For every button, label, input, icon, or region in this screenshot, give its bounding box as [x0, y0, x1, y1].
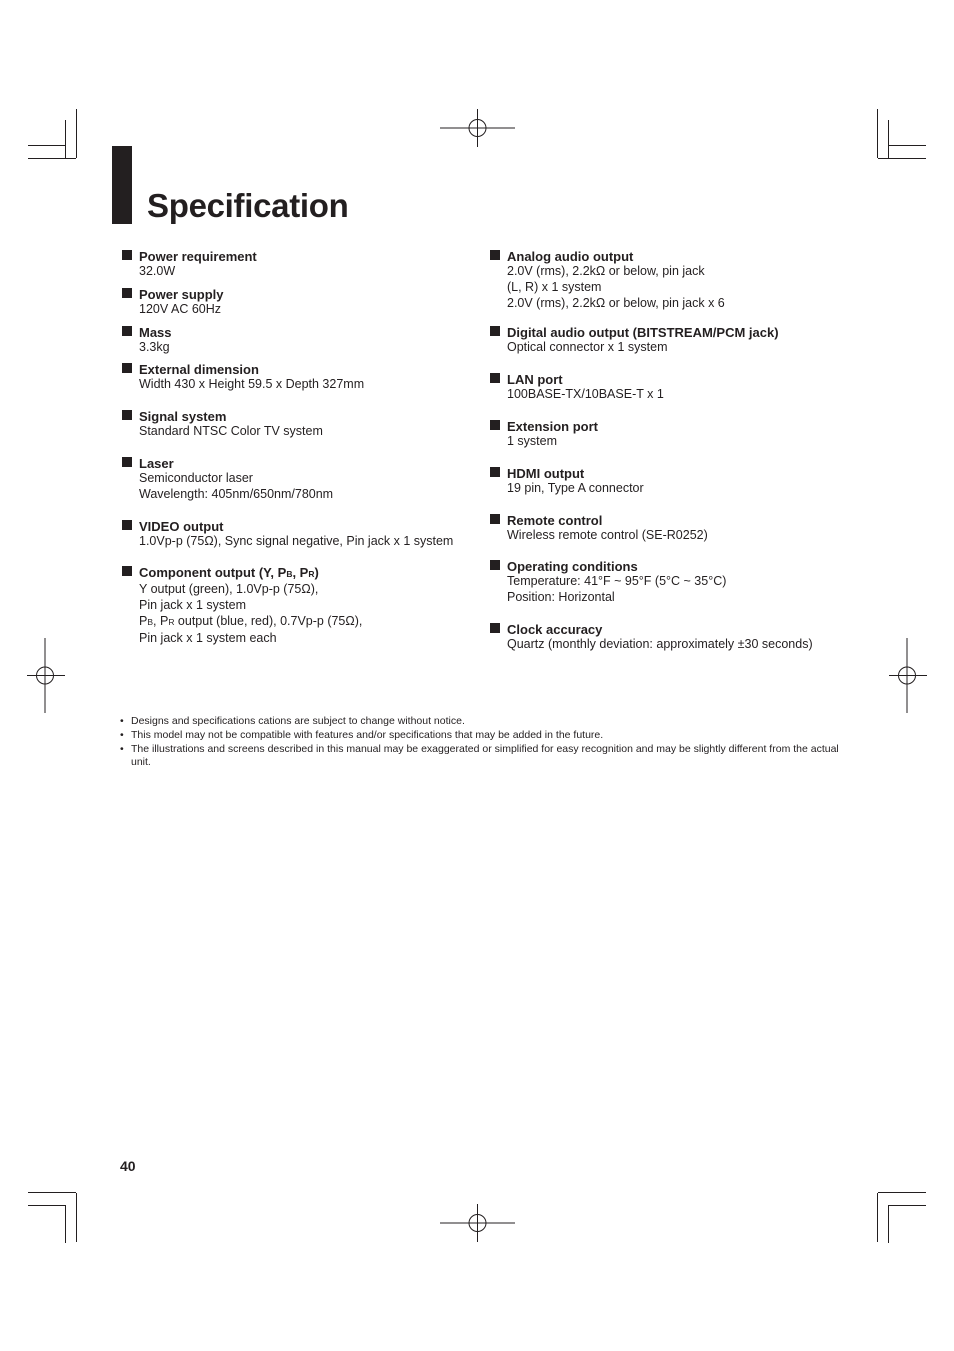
spec-label: Digital audio output (BITSTREAM/PCM jack) — [507, 325, 779, 341]
bullet-dot-icon: • — [120, 728, 124, 741]
footnote-item: • This model may not be compatible with features and/or specifications that may be added in the future. — [120, 728, 604, 741]
spec-label: Signal system — [139, 409, 227, 425]
bullet-square-icon — [122, 363, 132, 373]
spec-value: Pin jack x 1 system each — [139, 630, 277, 645]
spec-value: Standard NTSC Color TV system — [139, 424, 323, 439]
spec-video-output — [122, 519, 482, 550]
footnotes-list — [120, 715, 840, 770]
footnote-item: • The illustrations and screens described in this manual may be exaggerated or simplified for easy recognition and may be slightly different from the actual unit. — [120, 742, 839, 769]
spec-power-requirement — [122, 249, 482, 280]
spec-label: Laser — [139, 455, 174, 471]
spec-laser — [122, 456, 482, 503]
bullet-square-icon — [122, 457, 132, 467]
spec-column-right — [490, 249, 850, 653]
bullet-dot-icon: • — [120, 742, 124, 755]
spec-value: 19 pin, Type A connector — [507, 480, 644, 495]
spec-value: 1 system — [507, 433, 558, 448]
bullet-square-icon — [490, 514, 500, 524]
bullet-square-icon — [490, 560, 500, 570]
registration-mark-bottom-icon — [440, 1204, 515, 1242]
spec-label: External dimension — [139, 362, 259, 378]
spec-operating-conditions — [490, 559, 850, 606]
spec-value: Optical connector x 1 system — [507, 340, 668, 355]
spec-label: Operating conditions — [507, 559, 638, 575]
spec-signal-system — [122, 409, 482, 440]
bullet-square-icon — [490, 326, 500, 336]
spec-value: Quartz (monthly deviation: approximately ±30 seconds) — [507, 636, 813, 651]
page-number: 40 — [120, 1158, 136, 1174]
spec-value: 3.3kg — [139, 339, 170, 354]
spec-label: Extension port — [507, 418, 599, 434]
bullet-square-icon — [490, 250, 500, 260]
spec-value: 2.0V (rms), 2.2kΩ or below, pin jack — [507, 264, 705, 278]
bullet-square-icon — [122, 410, 132, 420]
bullet-square-icon — [490, 420, 500, 430]
spec-power-supply — [122, 287, 482, 318]
registration-mark-top-icon — [440, 109, 515, 147]
spec-label: Component output (Y, PB, PR) — [139, 565, 319, 581]
spec-label: LAN port — [507, 372, 563, 388]
spec-value: 2.0V (rms), 2.2kΩ or below, pin jack x 6 — [507, 295, 725, 310]
spec-label: Analog audio output — [507, 249, 634, 264]
spec-value: Semiconductor laser — [139, 470, 253, 485]
spec-remote-control — [490, 513, 850, 544]
spec-value: 120V AC 60Hz — [139, 301, 221, 316]
spec-column-left — [122, 249, 482, 647]
spec-label: Remote control — [507, 512, 603, 528]
spec-external-dimension — [122, 362, 482, 393]
spec-digital-audio-output — [490, 325, 850, 356]
spec-mass — [122, 325, 482, 356]
bullet-square-icon — [122, 288, 132, 298]
bullet-square-icon — [490, 623, 500, 633]
spec-label: Power supply — [139, 286, 224, 302]
spec-hdmi-output — [490, 466, 850, 497]
bullet-square-icon — [122, 326, 132, 336]
bullet-square-icon — [122, 520, 132, 530]
bullet-square-icon — [122, 250, 132, 260]
spec-value: Width 430 x Height 59.5 x Depth 327mm — [139, 377, 365, 392]
spec-label: Mass — [139, 324, 172, 340]
spec-value: PB, PR output (blue, red), 0.7Vp-p (75Ω), — [139, 613, 363, 628]
bullet-dot-icon: • — [120, 715, 124, 727]
spec-value: Y output (green), 1.0Vp-p (75Ω), — [139, 582, 319, 597]
registration-mark-left-icon — [27, 638, 65, 713]
spec-value: 100BASE-TX/10BASE-T x 1 — [507, 387, 664, 402]
registration-mark-right-icon — [889, 638, 927, 713]
title-accent-bar — [112, 146, 132, 224]
spec-value: Wavelength: 405nm/650nm/780nm — [139, 486, 334, 501]
spec-extension-port — [490, 419, 850, 450]
spec-value: Temperature: 41°F ~ 95°F (5°C ~ 35°C) — [507, 574, 727, 589]
spec-clock-accuracy — [490, 622, 850, 653]
spec-value: Position: Horizontal — [507, 590, 615, 605]
spec-value: 1.0Vp-p (75Ω), Sync signal negative, Pin jack x 1 system — [139, 533, 454, 548]
spec-analog-audio-output — [490, 249, 850, 311]
spec-value: (L, R) x 1 system — [507, 279, 602, 294]
spec-label: Clock accuracy — [507, 621, 603, 637]
bullet-square-icon — [490, 373, 500, 383]
spec-label: HDMI output — [507, 465, 585, 481]
spec-component-output — [122, 565, 482, 646]
spec-value: 32.0W — [139, 264, 176, 278]
spec-value: Wireless remote control (SE-R0252) — [507, 527, 708, 542]
page-title: Specification — [147, 187, 349, 224]
bullet-square-icon — [490, 467, 500, 477]
spec-value: Pin jack x 1 system — [139, 598, 246, 613]
footnote-item: • Designs and specifications cations are subject to change without notice. — [120, 715, 465, 727]
spec-label: VIDEO output — [139, 518, 224, 534]
bullet-square-icon — [122, 566, 132, 576]
spec-label: Power requirement — [139, 249, 257, 264]
spec-lan-port — [490, 372, 850, 403]
